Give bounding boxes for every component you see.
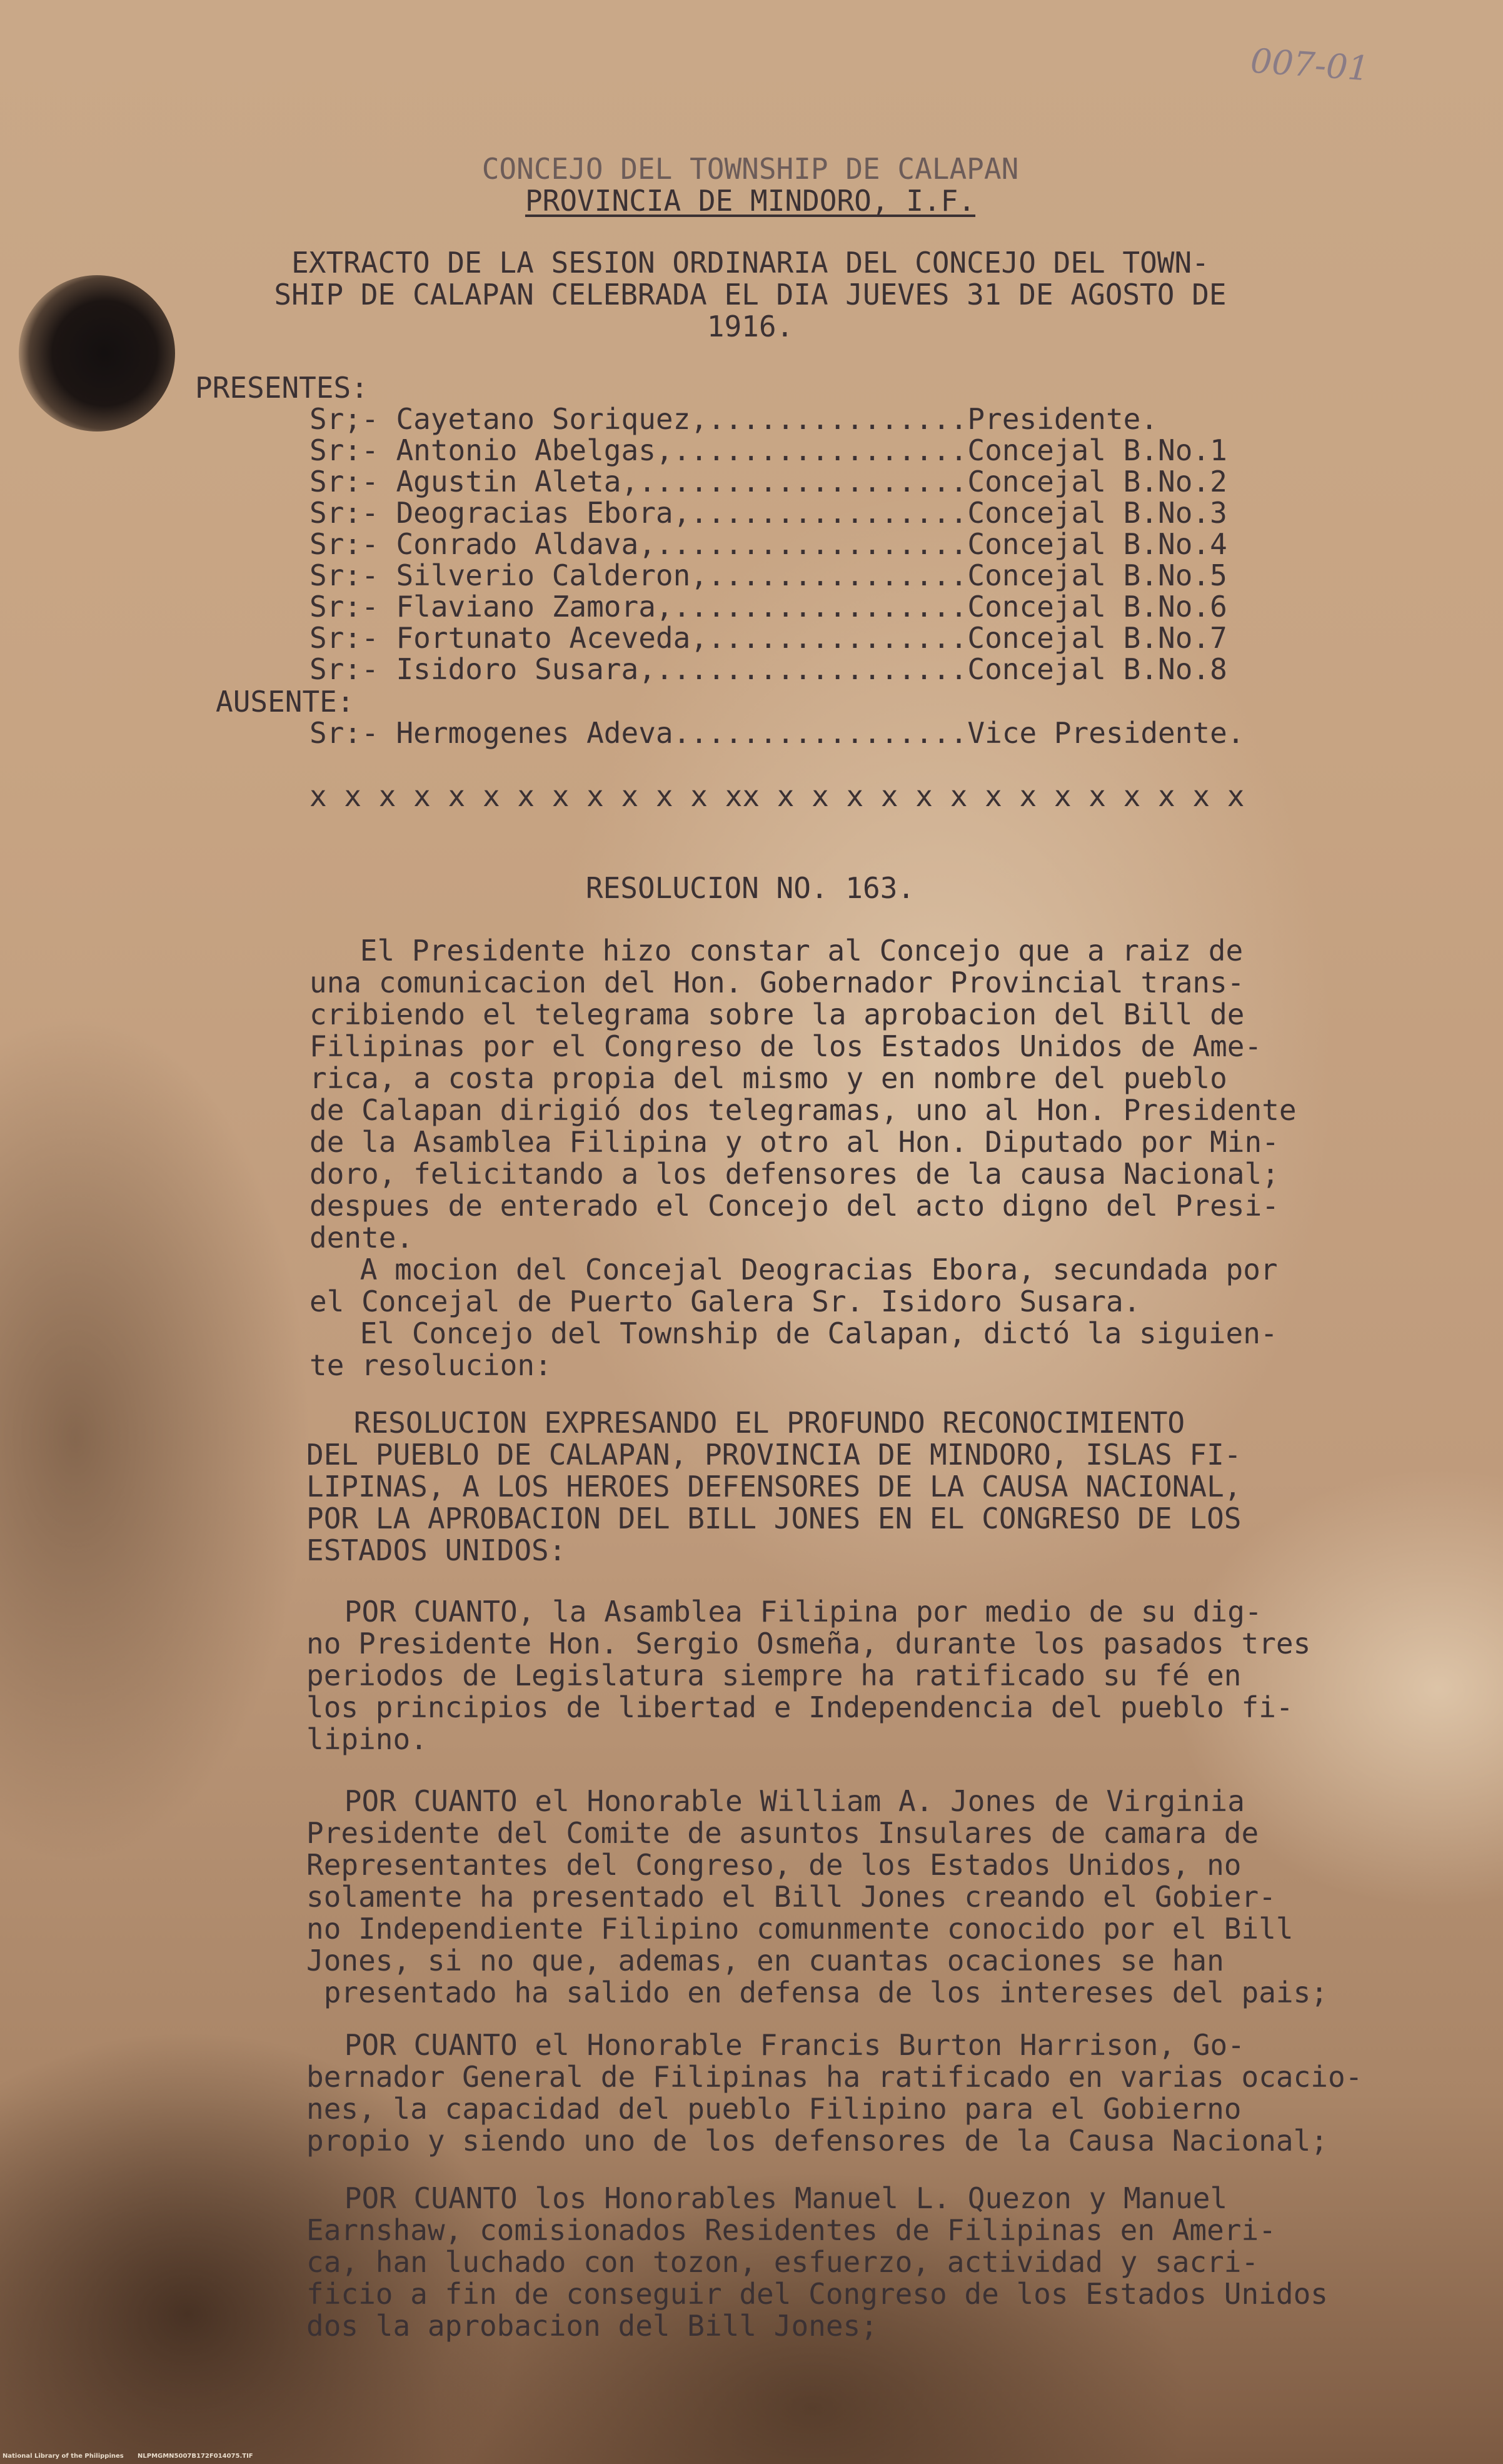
ausente-label: AUSENTE: xyxy=(216,685,354,719)
header-line-1: CONCEJO DEL TOWNSHIP DE CALAPAN xyxy=(481,152,1019,186)
footer-filename: NLPMGMN5007B172F014075.TIF xyxy=(138,2453,253,2460)
text-line: Representantes del Congreso, de los Estados Unidos, no xyxy=(306,1848,1242,1882)
heading-line: POR LA APROBACION DEL BILL JONES EN EL CONGRESO DE LOS xyxy=(306,1502,1242,1535)
absentee-row: Sr:- Hermogenes Adeva.................Vice Presidente. xyxy=(309,716,1245,750)
title-line-3: 1916. xyxy=(706,310,794,343)
text-line: nes, la capacidad del pueblo Filipino para el Gobierno xyxy=(306,2092,1242,2126)
text-line: presentado ha salido en defensa de los intereses del pais; xyxy=(306,1976,1328,2009)
text-line: Filipinas por el Congreso de los Estados Unidos de Ame- xyxy=(309,1029,1262,1063)
attendee-row: Sr:- Antonio Abelgas,.................Concejal B.No.1 xyxy=(309,433,1227,467)
text-line: A mocion del Concejal Deogracias Ebora, secundada por xyxy=(291,1253,1278,1286)
attendee-row: Sr:- Flaviano Zamora,.................Concejal B.No.6 xyxy=(309,590,1227,624)
title-line-2: SHIP DE CALAPAN CELEBRADA EL DIA JUEVES 31 DE AGOSTO DE xyxy=(274,278,1227,311)
footer-library-credit: National Library of the Philippines xyxy=(3,2453,124,2460)
text-line: una comunicacion del Hon. Gobernador Provincial trans- xyxy=(309,966,1245,999)
text-line: no Presidente Hon. Sergio Osmeña, durante los pasados tres xyxy=(306,1627,1311,1660)
heading-line: DEL PUEBLO DE CALAPAN, PROVINCIA DE MINDORO, ISLAS FI- xyxy=(306,1438,1242,1472)
text-line: bernador General de Filipinas ha ratificado en varias ocacio- xyxy=(306,2060,1363,2094)
text-line: propio y siendo uno de los defensores de la Causa Nacional; xyxy=(306,2124,1328,2158)
text-line: El Concejo del Township de Calapan, dictó la siguien- xyxy=(291,1316,1278,1350)
text-line: Jones, si no que, ademas, en cuantas ocaciones se han xyxy=(306,1944,1224,1977)
attendee-row: Sr:- Conrado Aldava,..................Concejal B.No.4 xyxy=(309,527,1227,561)
presentes-label: PRESENTES: xyxy=(195,371,368,405)
text-line: POR CUANTO el Honorable William A. Jones de Virginia xyxy=(275,1784,1245,1818)
title-line-1: EXTRACTO DE LA SESION ORDINARIA DEL CONCEJO DEL TOWN- xyxy=(291,246,1209,280)
text-line: dente. xyxy=(309,1221,414,1255)
text-line: dos la aprobacion del Bill Jones; xyxy=(306,2309,878,2343)
text-line: El Presidente hizo constar al Concejo que a raiz de xyxy=(291,934,1244,967)
separator-line: x x x x x x x x x x x x xx x x x x x x x x x x x x x x xyxy=(309,779,1245,813)
text-line: lipino. xyxy=(306,1722,428,1756)
ink-stain xyxy=(19,275,175,432)
text-line: doro, felicitando a los defensores de la causa Nacional; xyxy=(309,1157,1279,1191)
page-number-mark: 007-01 xyxy=(1249,41,1370,89)
attendee-row: Sr:- Silverio Calderon,...............Concejal B.No.5 xyxy=(309,558,1227,592)
text-line: ficio a fin de conseguir del Congreso de los Estados Unidos xyxy=(306,2277,1328,2311)
attendee-row: Sr:- Deogracias Ebora,................Concejal B.No.3 xyxy=(309,496,1227,530)
text-line: de la Asamblea Filipina y otro al Hon. Diputado por Min- xyxy=(309,1125,1279,1159)
text-line: POR CUANTO el Honorable Francis Burton Harrison, Go- xyxy=(275,2028,1245,2062)
text-line: de Calapan dirigió dos telegramas, uno al Hon. Presidente xyxy=(309,1093,1297,1127)
text-line: no Independiente Filipino comunmente conocido por el Bill xyxy=(306,1912,1294,1946)
text-line: rica, a costa propia del mismo y en nombre del pueblo xyxy=(309,1061,1227,1095)
heading-line: RESOLUCION EXPRESANDO EL PROFUNDO RECONOCIMIENTO xyxy=(284,1406,1185,1440)
text-line: periodos de Legislatura siempre ha ratificado su fé en xyxy=(306,1659,1242,1692)
text-line: cribiendo el telegrama sobre la aprobacion del Bill de xyxy=(309,997,1245,1031)
text-line: Presidente del Comite de asuntos Insulares de camara de xyxy=(306,1816,1259,1850)
resolution-number: RESOLUCION NO. 163. xyxy=(585,871,915,905)
text-line: ca, han luchado con tozon, esfuerzo, actividad y sacri- xyxy=(306,2245,1259,2279)
heading-line: LIPINAS, A LOS HEROES DEFENSORES DE LA CAUSA NACIONAL, xyxy=(306,1470,1242,1503)
heading-line: ESTADOS UNIDOS: xyxy=(306,1533,566,1567)
attendee-row: Sr:- Fortunato Aceveda,...............Concejal B.No.7 xyxy=(309,621,1227,655)
attendee-row: Sr:- Agustin Aleta,...................Concejal B.No.2 xyxy=(309,465,1227,498)
text-line: despues de enterado el Concejo del acto digno del Presi- xyxy=(309,1189,1279,1223)
text-line: te resolucion: xyxy=(309,1348,552,1382)
text-line: POR CUANTO los Honorables Manuel L. Quezon y Manuel xyxy=(275,2181,1228,2215)
text-line: Earnshaw, comisionados Residentes de Filipinas en Ameri- xyxy=(306,2213,1276,2247)
text-line: POR CUANTO, la Asamblea Filipina por medio de su dig- xyxy=(275,1595,1262,1628)
text-line: solamente ha presentado el Bill Jones creando el Gobier- xyxy=(306,1880,1276,1914)
text-line: los principios de libertad e Independencia del pueblo fi- xyxy=(306,1690,1294,1724)
header-line-2: PROVINCIA DE MINDORO, I.F. xyxy=(525,184,976,218)
attendee-row: Sr;- Cayetano Soriquez,...............Presidente. xyxy=(309,402,1159,436)
attendee-row: Sr:- Isidoro Susara,..................Concejal B.No.8 xyxy=(309,652,1227,686)
text-line: el Concejal de Puerto Galera Sr. Isidoro Susara. xyxy=(309,1285,1141,1318)
